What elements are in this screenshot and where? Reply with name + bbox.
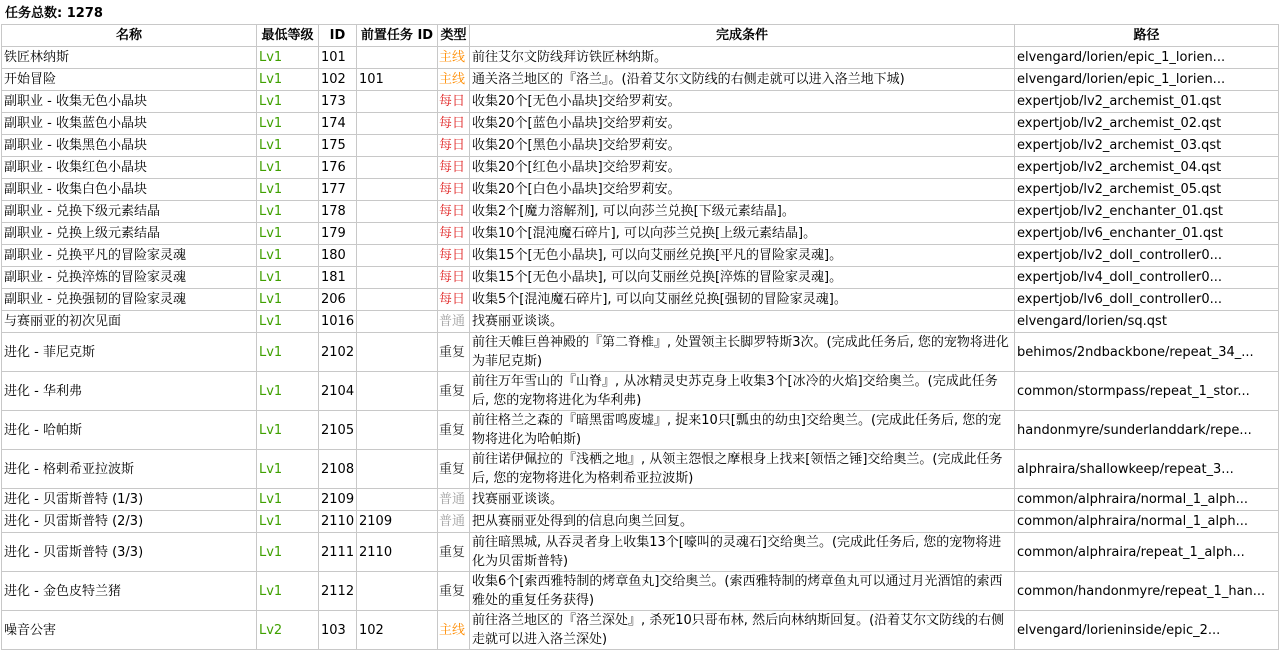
table-row[interactable] <box>2 201 1279 223</box>
condition-cell: 收集2个[魔力溶解剂], 可以向莎兰兑换[下级元素结晶]。 <box>470 201 1015 223</box>
quest-type-cell: 普通 <box>438 511 470 533</box>
table-row[interactable] <box>2 611 1279 650</box>
condition-cell: 前往万年雪山的『山脊』, 从冰精灵史苏克身上收集3个[冰冷的火焰]交给奥兰。(完成此任务后, 您的宠物将进化为华利弗) <box>470 372 1015 411</box>
task-total <box>5 6 103 22</box>
quest-name-cell: 副职业 - 兑换强韧的冒险家灵魂 <box>2 289 257 311</box>
quest-id-cell: 1016 <box>319 311 357 333</box>
quest-name-cell: 进化 - 金色皮特兰猪 <box>2 572 257 611</box>
quest-type-cell: 每日 <box>438 223 470 245</box>
table-row[interactable] <box>2 135 1279 157</box>
path-cell: common/alphraira/repeat_1_alph... <box>1015 533 1279 572</box>
quest-id-cell: 206 <box>319 289 357 311</box>
min-level-cell: Lv1 <box>257 69 319 91</box>
path-cell: alphraira/shallowkeep/repeat_3... <box>1015 450 1279 489</box>
quest-table-body <box>2 47 1279 650</box>
quest-name-cell: 进化 - 贝雷斯普特 (1/3) <box>2 489 257 511</box>
table-row[interactable] <box>2 113 1279 135</box>
prereq-id-cell: 102 <box>357 611 438 650</box>
min-level-cell: Lv1 <box>257 289 319 311</box>
col-header-name[interactable]: 名称 <box>2 25 257 47</box>
table-row[interactable] <box>2 533 1279 572</box>
quest-name-cell: 进化 - 华利弗 <box>2 372 257 411</box>
path-cell: behimos/2ndbackbone/repeat_34_... <box>1015 333 1279 372</box>
table-row[interactable] <box>2 311 1279 333</box>
prereq-id-cell: 2110 <box>357 533 438 572</box>
path-cell: common/stormpass/repeat_1_stor... <box>1015 372 1279 411</box>
quest-name-cell: 开始冒险 <box>2 69 257 91</box>
prereq-id-cell <box>357 333 438 372</box>
path-cell: common/alphraira/normal_1_alph... <box>1015 489 1279 511</box>
quest-id-cell: 2110 <box>319 511 357 533</box>
prereq-id-cell <box>357 411 438 450</box>
quest-name-cell: 副职业 - 收集黑色小晶块 <box>2 135 257 157</box>
condition-cell: 找赛丽亚谈谈。 <box>470 311 1015 333</box>
quest-name-cell: 副职业 - 收集红色小晶块 <box>2 157 257 179</box>
path-cell: expertjob/lv2_archemist_04.qst <box>1015 157 1279 179</box>
quest-type-cell: 重复 <box>438 450 470 489</box>
condition-cell: 收集20个[黑色小晶块]交给罗莉安。 <box>470 135 1015 157</box>
table-row[interactable] <box>2 69 1279 91</box>
quest-type-cell: 每日 <box>438 157 470 179</box>
min-level-cell: Lv1 <box>257 572 319 611</box>
path-cell: expertjob/lv2_enchanter_01.qst <box>1015 201 1279 223</box>
min-level-cell: Lv1 <box>257 411 319 450</box>
prereq-id-cell <box>357 289 438 311</box>
col-header-condition[interactable]: 完成条件 <box>470 25 1015 47</box>
quest-id-cell: 181 <box>319 267 357 289</box>
quest-name-cell: 铁匠林纳斯 <box>2 47 257 69</box>
table-row[interactable] <box>2 572 1279 611</box>
prereq-id-cell <box>357 572 438 611</box>
quest-id-cell: 178 <box>319 201 357 223</box>
quest-name-cell: 副职业 - 收集蓝色小晶块 <box>2 113 257 135</box>
quest-type-cell: 主线 <box>438 69 470 91</box>
min-level-cell: Lv1 <box>257 135 319 157</box>
quest-type-cell: 普通 <box>438 489 470 511</box>
condition-cell: 前往艾尔文防线拜访铁匠林纳斯。 <box>470 47 1015 69</box>
path-cell: common/alphraira/normal_1_alph... <box>1015 511 1279 533</box>
quest-name-cell: 副职业 - 收集无色小晶块 <box>2 91 257 113</box>
quest-type-cell: 普通 <box>438 311 470 333</box>
quest-type-cell: 每日 <box>438 245 470 267</box>
min-level-cell: Lv1 <box>257 533 319 572</box>
condition-cell: 前往诺伊佩拉的『浅栖之地』, 从领主怨恨之摩根身上找来[领悟之锤]交给奥兰。(完成此任务后, 您的宠物将进化为格剌希亚拉波斯) <box>470 450 1015 489</box>
prereq-id-cell <box>357 135 438 157</box>
min-level-cell: Lv1 <box>257 311 319 333</box>
table-row[interactable] <box>2 289 1279 311</box>
quest-id-cell: 103 <box>319 611 357 650</box>
quest-id-cell: 176 <box>319 157 357 179</box>
condition-cell: 找赛丽亚谈谈。 <box>470 489 1015 511</box>
quest-type-cell: 重复 <box>438 572 470 611</box>
quest-type-cell: 重复 <box>438 411 470 450</box>
quest-type-cell: 主线 <box>438 47 470 69</box>
quest-id-cell: 101 <box>319 47 357 69</box>
path-cell: elvengard/lorien/sq.qst <box>1015 311 1279 333</box>
header-row <box>2 25 1279 47</box>
table-row[interactable] <box>2 333 1279 372</box>
quest-name-cell: 副职业 - 兑换上级元素结晶 <box>2 223 257 245</box>
path-cell: expertjob/lv2_archemist_01.qst <box>1015 91 1279 113</box>
quest-id-cell: 174 <box>319 113 357 135</box>
quest-name-cell: 副职业 - 兑换下级元素结晶 <box>2 201 257 223</box>
col-header-id[interactable]: ID <box>319 25 357 47</box>
prereq-id-cell <box>357 47 438 69</box>
quest-type-cell: 每日 <box>438 201 470 223</box>
condition-cell: 收集6个[索西雅特制的烤章鱼丸]交给奥兰。(索西雅特制的烤章鱼丸可以通过月光酒馆的索西雅处的重复任务获得) <box>470 572 1015 611</box>
table-row[interactable] <box>2 245 1279 267</box>
condition-cell: 收集20个[蓝色小晶块]交给罗莉安。 <box>470 113 1015 135</box>
path-cell: expertjob/lv6_enchanter_01.qst <box>1015 223 1279 245</box>
condition-cell: 收集15个[无色小晶块], 可以向艾丽丝兑换[平凡的冒险家灵魂]。 <box>470 245 1015 267</box>
quest-name-cell: 副职业 - 兑换平凡的冒险家灵魂 <box>2 245 257 267</box>
condition-cell: 前往洛兰地区的『洛兰深处』, 杀死10只哥布林, 然后向林纳斯回复。(沿着艾尔文防线的右侧走就可以进入洛兰深处) <box>470 611 1015 650</box>
prereq-id-cell <box>357 223 438 245</box>
table-row[interactable] <box>2 267 1279 289</box>
path-cell: expertjob/lv2_archemist_03.qst <box>1015 135 1279 157</box>
prereq-id-cell <box>357 372 438 411</box>
quest-id-cell: 2111 <box>319 533 357 572</box>
min-level-cell: Lv2 <box>257 611 319 650</box>
min-level-cell: Lv1 <box>257 245 319 267</box>
quest-name-cell: 噪音公害 <box>2 611 257 650</box>
quest-name-cell: 进化 - 贝雷斯普特 (3/3) <box>2 533 257 572</box>
quest-id-cell: 177 <box>319 179 357 201</box>
prereq-id-cell: 2109 <box>357 511 438 533</box>
table-row[interactable] <box>2 223 1279 245</box>
min-level-cell: Lv1 <box>257 333 319 372</box>
condition-cell: 收集20个[白色小晶块]交给罗莉安。 <box>470 179 1015 201</box>
col-header-type[interactable]: 类型 <box>438 25 470 47</box>
prereq-id-cell <box>357 311 438 333</box>
min-level-cell: Lv1 <box>257 91 319 113</box>
table-row[interactable] <box>2 372 1279 411</box>
quest-id-cell: 2104 <box>319 372 357 411</box>
col-header-prereq-id[interactable]: 前置任务 ID <box>357 25 438 47</box>
prereq-id-cell <box>357 450 438 489</box>
quest-id-cell: 2108 <box>319 450 357 489</box>
path-cell: expertjob/lv2_archemist_05.qst <box>1015 179 1279 201</box>
min-level-cell: Lv1 <box>257 157 319 179</box>
quest-type-cell: 每日 <box>438 91 470 113</box>
min-level-cell: Lv1 <box>257 489 319 511</box>
quest-id-cell: 102 <box>319 69 357 91</box>
path-cell: expertjob/lv2_archemist_02.qst <box>1015 113 1279 135</box>
quest-type-cell: 每日 <box>438 113 470 135</box>
min-level-cell: Lv1 <box>257 223 319 245</box>
quest-type-cell: 每日 <box>438 267 470 289</box>
table-row[interactable] <box>2 157 1279 179</box>
quest-name-cell: 进化 - 菲尼克斯 <box>2 333 257 372</box>
quest-name-cell: 与赛丽亚的初次见面 <box>2 311 257 333</box>
table-row[interactable] <box>2 47 1279 69</box>
prereq-id-cell <box>357 245 438 267</box>
quest-id-cell: 2109 <box>319 489 357 511</box>
condition-cell: 收集20个[无色小晶块]交给罗莉安。 <box>470 91 1015 113</box>
path-cell: elvengard/lorieninside/epic_2... <box>1015 611 1279 650</box>
min-level-cell: Lv1 <box>257 511 319 533</box>
quest-type-cell: 重复 <box>438 333 470 372</box>
table-row[interactable] <box>2 450 1279 489</box>
prereq-id-cell <box>357 489 438 511</box>
quest-id-cell: 2105 <box>319 411 357 450</box>
min-level-cell: Lv1 <box>257 372 319 411</box>
min-level-cell: Lv1 <box>257 179 319 201</box>
table-row[interactable] <box>2 179 1279 201</box>
min-level-cell: Lv1 <box>257 47 319 69</box>
min-level-cell: Lv1 <box>257 201 319 223</box>
min-level-cell: Lv1 <box>257 113 319 135</box>
condition-cell: 收集10个[混沌魔石碎片], 可以向莎兰兑换[上级元素结晶]。 <box>470 223 1015 245</box>
min-level-cell: Lv1 <box>257 267 319 289</box>
task-total-label: 任务总数: <box>5 6 63 21</box>
condition-cell: 前往天帷巨兽神殿的『第二脊椎』, 处置领主长脚罗特斯3次。(完成此任务后, 您的宠物将进化为菲尼克斯) <box>470 333 1015 372</box>
condition-cell: 收集5个[混沌魔石碎片], 可以向艾丽丝兑换[强韧的冒险家灵魂]。 <box>470 289 1015 311</box>
path-cell: expertjob/lv4_doll_controller0... <box>1015 267 1279 289</box>
min-level-cell: Lv1 <box>257 450 319 489</box>
quest-type-cell: 每日 <box>438 179 470 201</box>
condition-cell: 前往格兰之森的『暗黑雷鸣废墟』, 捉来10只[瓢虫的幼虫]交给奥兰。(完成此任务后, 您的宠物将进化为哈帕斯) <box>470 411 1015 450</box>
path-cell: expertjob/lv6_doll_controller0... <box>1015 289 1279 311</box>
col-header-path[interactable]: 路径 <box>1015 25 1279 47</box>
condition-cell: 前往暗黑城, 从吞灵者身上收集13个[嚎叫的灵魂石]交给奥兰。(完成此任务后, 您的宠物将进化为贝雷斯普特) <box>470 533 1015 572</box>
path-cell: elvengard/lorien/epic_1_lorien... <box>1015 69 1279 91</box>
quest-name-cell: 副职业 - 兑换淬炼的冒险家灵魂 <box>2 267 257 289</box>
prereq-id-cell <box>357 201 438 223</box>
table-row[interactable] <box>2 91 1279 113</box>
col-header-min-level[interactable]: 最低等级 <box>257 25 319 47</box>
quest-name-cell: 副职业 - 收集白色小晶块 <box>2 179 257 201</box>
task-total-count: 1278 <box>66 6 103 21</box>
prereq-id-cell: 101 <box>357 69 438 91</box>
quest-name-cell: 进化 - 哈帕斯 <box>2 411 257 450</box>
quest-id-cell: 180 <box>319 245 357 267</box>
condition-cell: 收集15个[无色小晶块], 可以向艾丽丝兑换[淬炼的冒险家灵魂]。 <box>470 267 1015 289</box>
table-row[interactable] <box>2 511 1279 533</box>
prereq-id-cell <box>357 157 438 179</box>
quest-name-cell: 进化 - 格剌希亚拉波斯 <box>2 450 257 489</box>
table-row[interactable] <box>2 411 1279 450</box>
quest-type-cell: 每日 <box>438 289 470 311</box>
quest-id-cell: 173 <box>319 91 357 113</box>
quest-type-cell: 每日 <box>438 135 470 157</box>
path-cell: handonmyre/sunderlanddark/repe... <box>1015 411 1279 450</box>
quest-id-cell: 179 <box>319 223 357 245</box>
quest-id-cell: 2112 <box>319 572 357 611</box>
path-cell: common/handonmyre/repeat_1_han... <box>1015 572 1279 611</box>
quest-id-cell: 2102 <box>319 333 357 372</box>
path-cell: elvengard/lorien/epic_1_lorien... <box>1015 47 1279 69</box>
quest-type-cell: 重复 <box>438 533 470 572</box>
prereq-id-cell <box>357 179 438 201</box>
table-row[interactable] <box>2 489 1279 511</box>
prereq-id-cell <box>357 267 438 289</box>
prereq-id-cell <box>357 113 438 135</box>
quest-type-cell: 主线 <box>438 611 470 650</box>
quest-type-cell: 重复 <box>438 372 470 411</box>
quest-table <box>1 24 1279 650</box>
quest-id-cell: 175 <box>319 135 357 157</box>
quest-name-cell: 进化 - 贝雷斯普特 (2/3) <box>2 511 257 533</box>
condition-cell: 通关洛兰地区的『洛兰』。(沿着艾尔文防线的右侧走就可以进入洛兰地下城) <box>470 69 1015 91</box>
condition-cell: 收集20个[红色小晶块]交给罗莉安。 <box>470 157 1015 179</box>
condition-cell: 把从赛丽亚处得到的信息向奥兰回复。 <box>470 511 1015 533</box>
prereq-id-cell <box>357 91 438 113</box>
path-cell: expertjob/lv2_doll_controller0... <box>1015 245 1279 267</box>
